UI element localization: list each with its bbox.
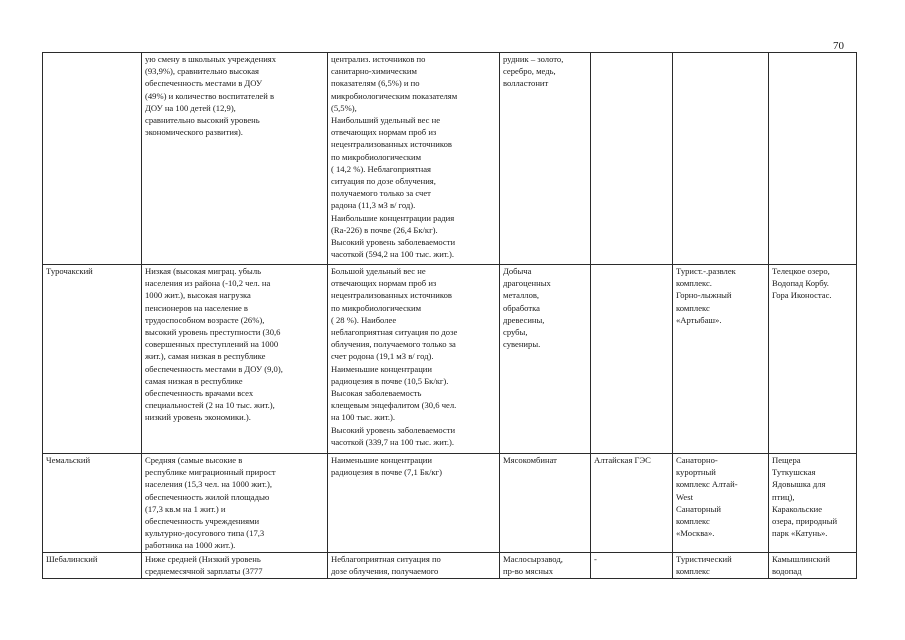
recreation-cell: Туристический комплекс xyxy=(673,553,769,579)
page-number: 70 xyxy=(833,40,844,52)
table-row xyxy=(43,53,857,265)
social-assessment-cell: Средняя (самые высокие в республике миграционный прирост населения (15,3 чел. на 1000 жит.), обеспеченность жилой площадью (17,3 кв.м на 1 жит.) и обеспеченность учреждениями культурно-досугового типа (17,3 работника на 1000 жит.). xyxy=(142,454,328,553)
social-assessment-cell: Низкая (высокая миграц. убыль населения из района (-10,2 чел. на 1000 жит.), высокая нагрузка пенсионеров на население в трудоспособном возрасте (26%), высокий уровень преступности (30,6 совершенных преступлений на 1000 жит.), самая низкая в республике обеспеченность местами в ДОУ (9,0), самая низкая в республике обеспеченность врачами всех специальностей (2 на 10 тыс. жит.), низкий уровень экономики.). xyxy=(142,265,328,454)
district-cell: Турочакский xyxy=(43,265,142,454)
nature-sites-cell: Камышлинский водопад xyxy=(769,553,857,579)
industry-cell: Маслосырзавод, пр-во мясных xyxy=(500,553,591,579)
district-cell: Чемальский xyxy=(43,454,142,553)
district-cell: Шебалинский xyxy=(43,553,142,579)
recreation-cell: Санаторно- курортный комплекс Алтай- West Санаторный комплекс «Москва». xyxy=(673,454,769,553)
social-assessment-cell: Ниже средней (Низкий уровень среднемесячной зарплаты (3777 xyxy=(142,553,328,579)
social-assessment-cell: ую смену в школьных учреждениях (93,9%), сравнительно высокая обеспеченность местами в ДОУ (49%) и количество воспитателей в ДОУ на 100 детей (12,9), сравнительно высокий уровень экономического развития). xyxy=(142,53,328,265)
ecology-assessment-cell: Наименьшие концентрации радиоцезия в почве (7,1 Бк/кг) xyxy=(328,454,500,553)
nature-sites-cell: Пещера Туткушская Ядовышка для птиц), Каракольские озера, природный парк «Катунь». xyxy=(769,454,857,553)
recreation-cell: Турист.-.развлек комплекс. Горно-лыжный комплекс «Артыбаш». xyxy=(673,265,769,454)
district-cell xyxy=(43,53,142,265)
ecology-assessment-cell: Неблагоприятная ситуация по дозе облучения, получаемого xyxy=(328,553,500,579)
energy-cell xyxy=(591,265,673,454)
energy-cell: - xyxy=(591,553,673,579)
industry-cell: Добыча драгоценных металлов, обработка древесины, срубы, сувениры. xyxy=(500,265,591,454)
ecology-assessment-cell: централиз. источников по санитарно-химическим показателям (6,5%) и по микробиологическим показателям (5,5%), Наибольший удельный вес не отвечающих нормам проб из нецентрализованных источников по микробиологическим ( 14,2 %). Неблагоприятная ситуация по дозе облучения, получаемого только за счет радона (11,3 мЗ в/ год). Наибольшие концентрации радия (Ra-226) в почве (26,4 Бк/кг). Высокий уровень заболеваемости часоткой (594,2 на 100 тыс. жит.). xyxy=(328,53,500,265)
table-row xyxy=(43,454,857,553)
district-table xyxy=(42,52,857,579)
energy-cell xyxy=(591,53,673,265)
table-row xyxy=(43,553,857,579)
nature-sites-cell: Телецкое озеро, Водопад Корбу. Гора Иконостас. xyxy=(769,265,857,454)
recreation-cell xyxy=(673,53,769,265)
energy-cell: Алтайская ГЭС xyxy=(591,454,673,553)
industry-cell: Мясокомбинат xyxy=(500,454,591,553)
industry-cell: рудник – золото, серебро, медь, волластонит xyxy=(500,53,591,265)
nature-sites-cell xyxy=(769,53,857,265)
ecology-assessment-cell: Большой удельный вес не отвечающих нормам проб из нецентрализованных источников по микробиологическим ( 28 %). Наиболее неблагоприятная ситуация по дозе облучения, получаемого только за счет родона (19,1 мЗ в/ год). Наименьшие концентрации радиоцезия в почве (10,5 Бк/кг). Высокая заболеваемость клещевым энцефалитом (30,6 чел. на 100 тыс. жит.). Высокий уровень заболеваемости часоткой (339,7 на 100 тыс. жит.). xyxy=(328,265,500,454)
table-row xyxy=(43,265,857,454)
